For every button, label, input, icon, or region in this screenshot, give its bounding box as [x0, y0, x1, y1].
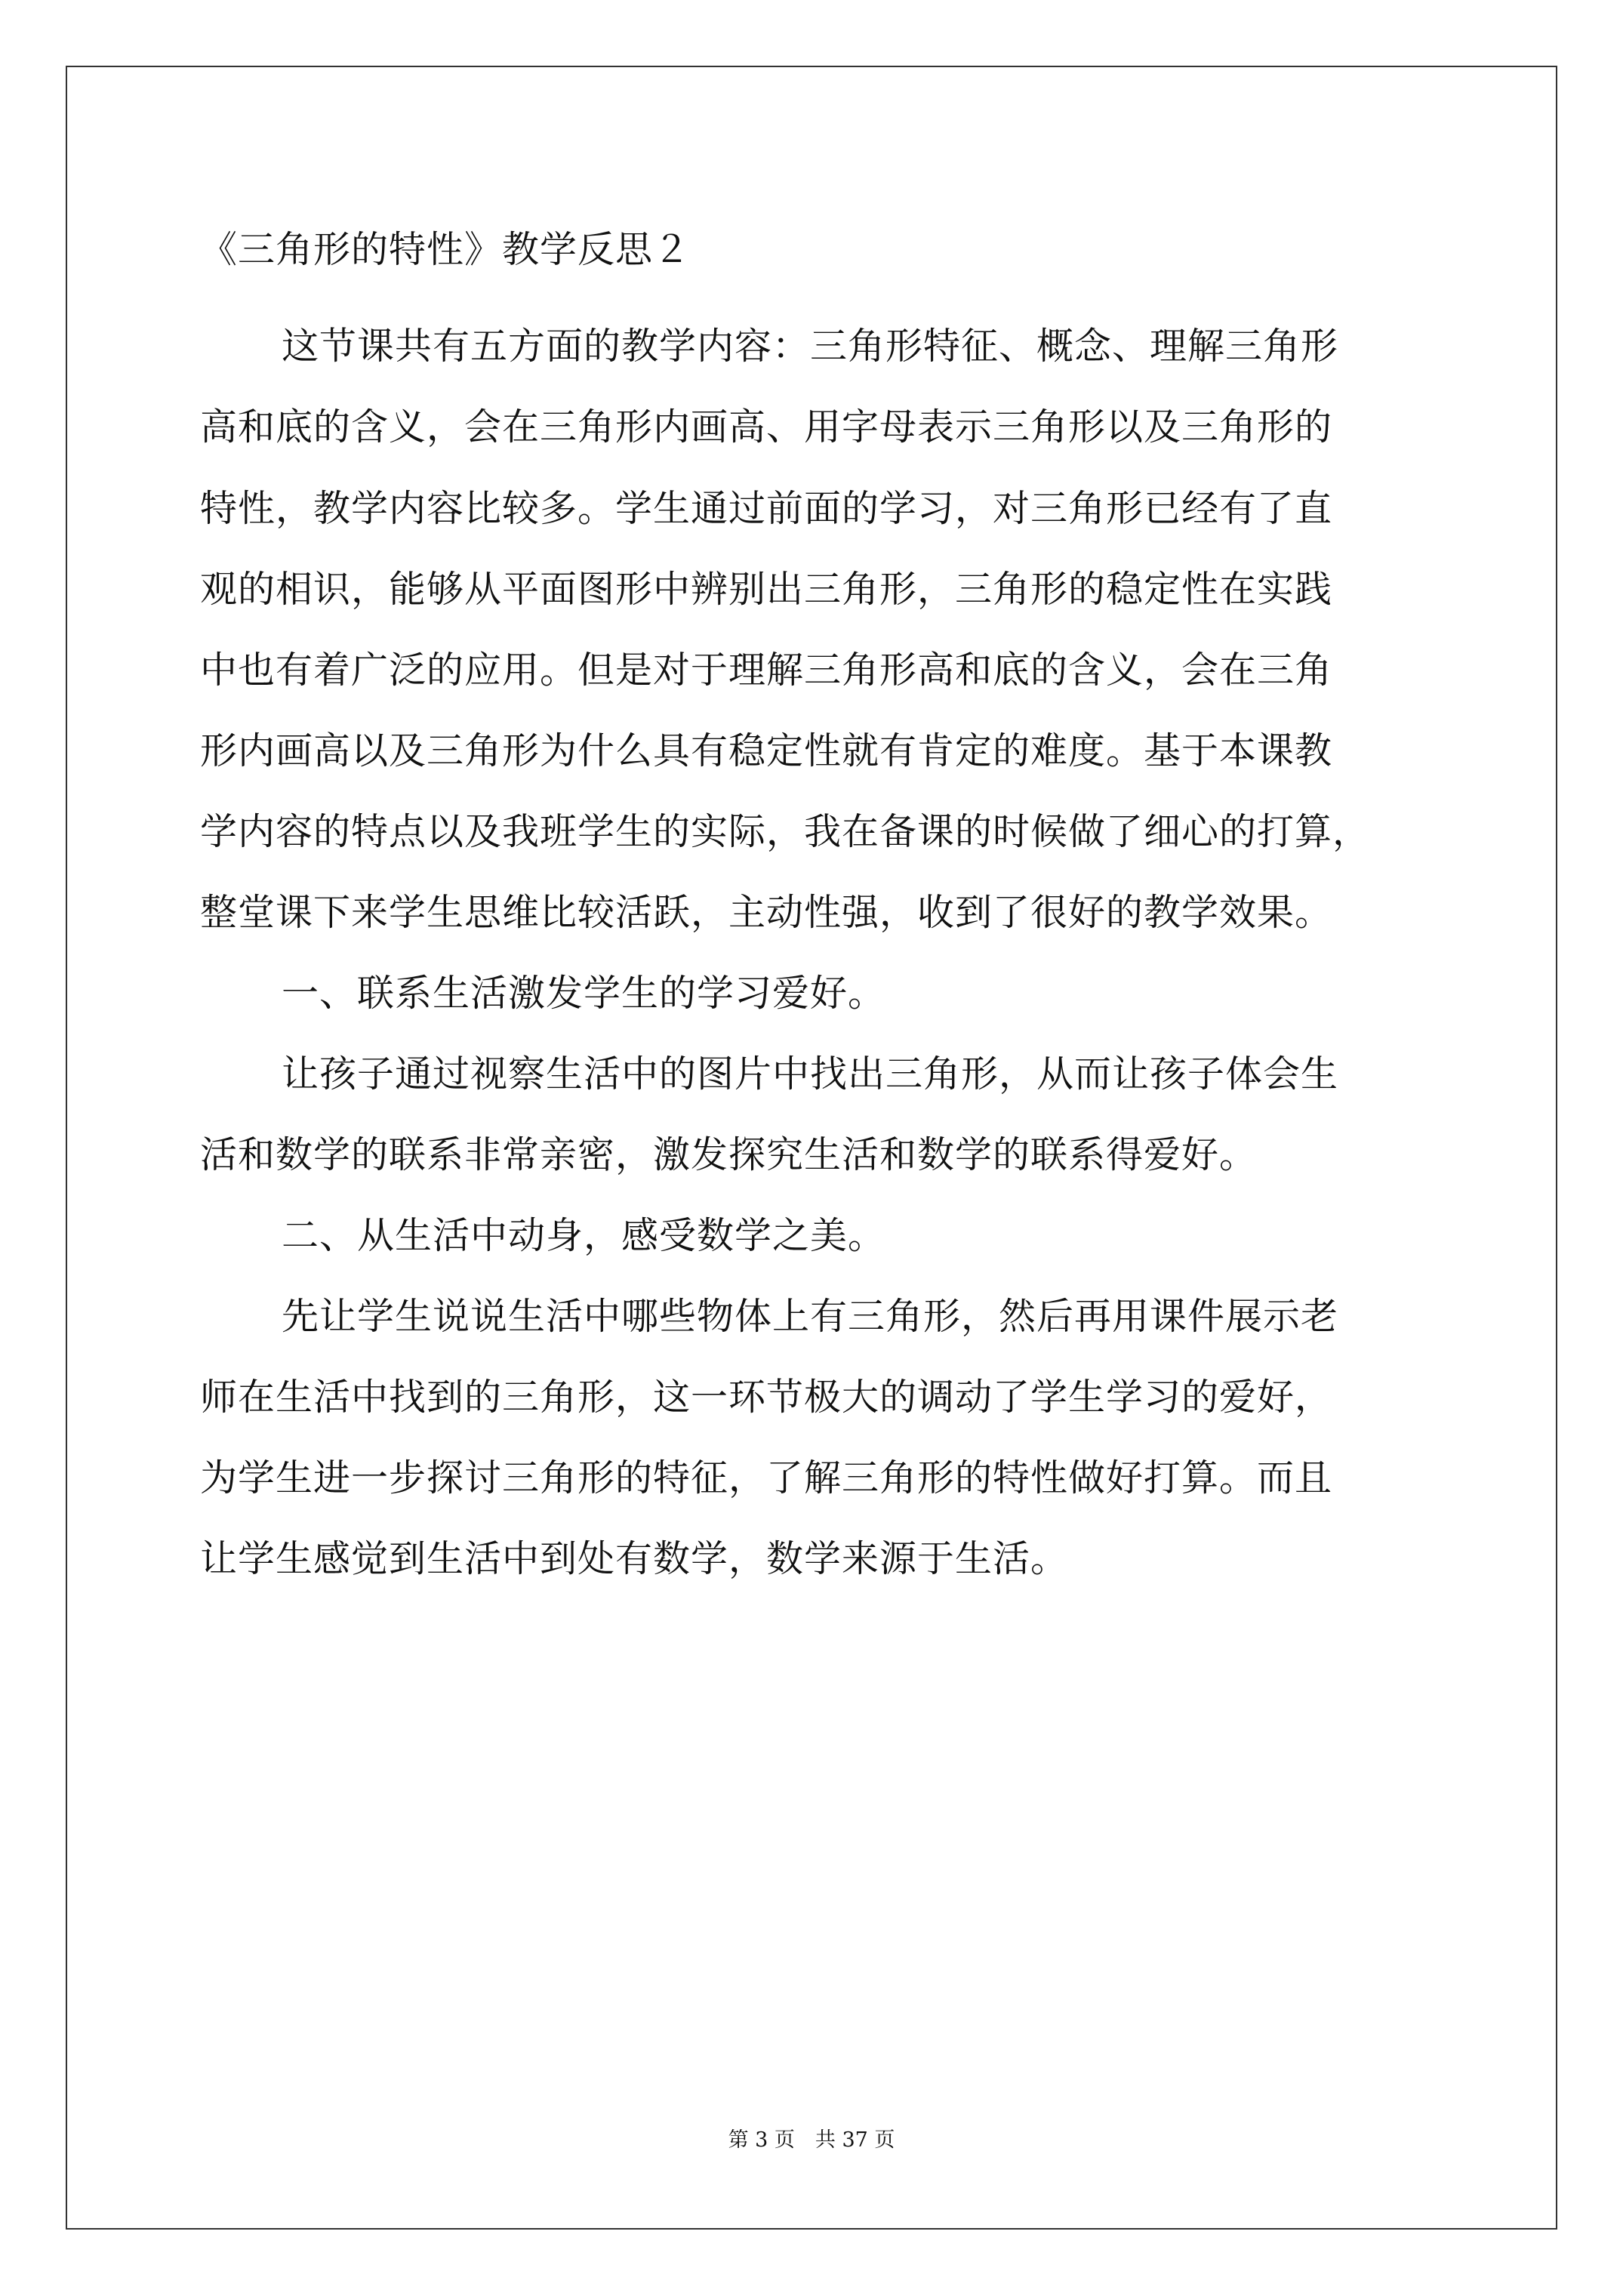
- paragraph-1-line-1: 这节课共有五方面的教学内容：三角形特征、概念、理解三角形: [282, 325, 1339, 368]
- paragraph-1-line-5: 中也有着广泛的应用。但是对于理解三角形高和底的含义，会在三角: [200, 649, 1333, 692]
- section-heading-1: 一、联系生活激发学生的学习爱好。: [282, 972, 886, 1015]
- document-title: 《三角形的特性》教学反思２: [200, 228, 691, 271]
- paragraph-3-line-1: 让孩子通过视察生活中的图片中找出三角形，从而让孩子体会生: [282, 1052, 1339, 1096]
- paragraph-5-line-3: 为学生进一步探讨三角形的特征，了解三角形的特性做好打算。而且: [200, 1456, 1333, 1499]
- section-heading-2: 二、从生活中动身，感受数学之美。: [282, 1214, 886, 1257]
- paragraph-5-line-2: 师在生活中找到的三角形，这一环节极大的调动了学生学习的爱好，: [200, 1376, 1333, 1419]
- paragraph-1-line-8: 整堂课下来学生思维比较活跃，主动性强，收到了很好的教学效果。: [200, 891, 1333, 934]
- paragraph-5-line-1: 先让学生说说生活中哪些物体上有三角形，然后再用课件展示老: [282, 1295, 1339, 1338]
- paragraph-1-line-7: 学内容的特点以及我班学生的实际，我在备课的时候做了细心的打算，: [200, 810, 1371, 853]
- paragraph-1-line-2: 高和底的含义，会在三角形内画高、用字母表示三角形以及三角形的: [200, 405, 1333, 448]
- paragraph-1-line-3: 特性，教学内容比较多。学生通过前面的学习，对三角形已经有了直: [200, 487, 1333, 530]
- paragraph-1-line-4: 观的相识，能够从平面图形中辨别出三角形，三角形的稳定性在实践: [200, 568, 1333, 611]
- paragraph-3-line-2: 活和数学的联系非常亲密，激发探究生活和数学的联系得爱好。: [200, 1133, 1258, 1176]
- page-number: 第 3 页 共 37 页: [728, 2128, 895, 2152]
- paragraph-5-line-4: 让学生感觉到生活中到处有数学，数学来源于生活。: [200, 1537, 1069, 1580]
- paragraph-1-line-6: 形内画高以及三角形为什么具有稳定性就有肯定的难度。基于本课教: [200, 729, 1333, 772]
